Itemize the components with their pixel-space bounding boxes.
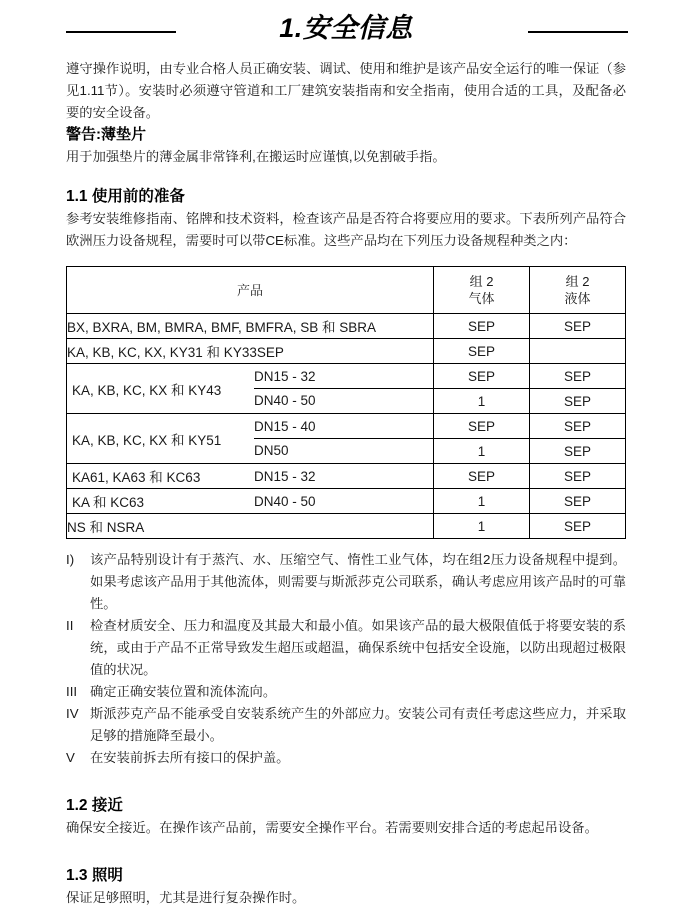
column-header-group2-gas [434, 267, 530, 314]
cell-gas: 1 [434, 389, 530, 414]
cell-product-with-dn [67, 464, 434, 489]
cell-product: KA, KB, KC, KX, KY31 和 KY33SEP [67, 339, 434, 364]
cell-gas: SEP [434, 339, 530, 364]
cell-gas: SEP [434, 414, 530, 439]
section-1-2-heading: 1.2 接近 [66, 797, 123, 814]
cell-dn-size: DN40 - 50 [254, 393, 316, 408]
note-text: 检查材质安全、压力和温度及其最大和最小值。如果该产品的最大极限值低于将要安装的系统，或由于产品不正常导致发生超压或超温，确保系统中包括安全设施，以防出现超过极限值的状况。 [90, 618, 626, 677]
intro-paragraph: 遵守操作说明，由专业合格人员正确安装、调试、使用和维护是该产品安全运行的唯一保证（参见1.11节）。安装时必须遵守管道和工厂建筑安装指南和安全指南，使用合适的工具，及配备必要的安全设备。 [66, 61, 626, 120]
cell-dn-size: DN15 - 32 [254, 468, 316, 484]
table-row [67, 364, 626, 389]
cell-liquid: SEP [530, 514, 626, 539]
section-1-3-heading: 1.3 照明 [66, 867, 123, 884]
section-1-1-heading: 1.1 使用前的准备 [66, 188, 185, 205]
cell-product-with-dn [67, 489, 434, 514]
cell-liquid: SEP [530, 389, 626, 414]
warning-paragraph: 用于加强垫片的薄金属非常锋利,在搬运时应谨慎,以免割破手指。 [66, 149, 446, 164]
section-1-2-block [66, 795, 626, 839]
note-text: 在安装前拆去所有接口的保护盖。 [90, 750, 290, 765]
cell-gas: SEP [434, 314, 530, 339]
cell-liquid: SEP [530, 489, 626, 514]
cell-dn-size: DN40 - 50 [254, 493, 316, 509]
cell-gas: 1 [434, 514, 530, 539]
section-1-3-block [66, 865, 626, 909]
page-title: 1.安全信息 [279, 13, 413, 43]
note-marker: III [66, 684, 78, 699]
list-item [66, 549, 626, 615]
note-text: 斯派莎克产品不能承受自安装系统产生的外部应力。安装公司有责任考虑这些应力，并采取足够的措施降至最小。 [90, 706, 626, 743]
table-row [67, 414, 626, 439]
section-1-1-paragraph: 参考安装维修指南、铭牌和技术资料，检查该产品是否符合将要应用的要求。下表所列产品符合欧洲压力设备规程，需要时可以带CE标准。这些产品均在下列压力设备规程种类之内： [66, 211, 626, 248]
cell-product-name: KA, KB, KC, KX 和 KY51 [72, 432, 222, 448]
cell-dn-size: DN15 - 32 [254, 365, 433, 389]
list-item [66, 681, 626, 703]
ped-category-table [66, 266, 626, 539]
table-body [67, 314, 626, 539]
column-header-group2-gas-line1: 组 2 [469, 274, 494, 289]
cell-product-split [67, 414, 434, 464]
cell-dn-size: DN50 [254, 443, 289, 458]
page-header [0, 0, 692, 58]
list-item [66, 747, 626, 769]
section-1-3-paragraph: 保证足够照明，尤其是进行复杂操作时。 [66, 890, 306, 905]
ped-table-wrapper [66, 266, 625, 539]
column-header-group2-gas-line2: 气体 [468, 291, 495, 306]
cell-gas: 1 [434, 489, 530, 514]
note-text: 该产品特别设计有于蒸汽、水、压缩空气、惰性工业气体，均在组2压力设备规程中提到。如果考虑该产品用于其他流体，则需要与斯派莎克公司联系，确认考虑应用该产品时的可靠性。 [90, 552, 626, 611]
table-header-row [67, 267, 626, 314]
cell-product-name: KA 和 KC63 [72, 495, 145, 510]
cell-liquid: SEP [530, 364, 626, 389]
cell-liquid: SEP [530, 414, 626, 439]
section-1-1-block [66, 186, 626, 252]
notes-list [66, 549, 626, 769]
cell-liquid [530, 339, 626, 364]
cell-gas: 1 [434, 439, 530, 464]
table-row [67, 514, 626, 539]
note-marker: IV [66, 706, 79, 721]
note-marker: II [66, 618, 74, 633]
cell-liquid: SEP [530, 314, 626, 339]
table-row [67, 489, 626, 514]
column-header-group2-liquid-line1: 组 2 [565, 274, 590, 289]
note-marker: V [66, 750, 75, 765]
cell-liquid: SEP [530, 464, 626, 489]
note-text: 确定正确安装位置和流体流向。 [90, 684, 277, 699]
cell-liquid: SEP [530, 439, 626, 464]
list-item [66, 615, 626, 681]
cell-product: BX, BXRA, BM, BMRA, BMF, BMFRA, SB 和 SBRA [67, 314, 434, 339]
warning-heading: 警告:薄垫片 [66, 126, 146, 143]
table-row [67, 464, 626, 489]
column-header-product: 产品 [67, 267, 434, 314]
list-item [66, 703, 626, 747]
table-row [67, 339, 626, 364]
column-header-group2-liquid [530, 267, 626, 314]
cell-dn-size: DN15 - 40 [254, 415, 433, 439]
cell-gas: SEP [434, 464, 530, 489]
cell-product: NS 和 NSRA [67, 514, 434, 539]
section-1-2-paragraph: 确保安全接近。在操作该产品前，需要安全操作平台。若需要则安排合适的考虑起吊设备。 [66, 820, 598, 835]
cell-gas: SEP [434, 364, 530, 389]
column-header-group2-liquid-line2: 液体 [564, 291, 591, 306]
intro-block [66, 58, 626, 168]
cell-product-split [67, 364, 434, 414]
table-row [67, 314, 626, 339]
cell-product-name: KA61, KA63 和 KC63 [72, 470, 201, 485]
cell-product-name: KA, KB, KC, KX 和 KY43 [72, 382, 222, 398]
note-marker: I) [66, 552, 75, 567]
